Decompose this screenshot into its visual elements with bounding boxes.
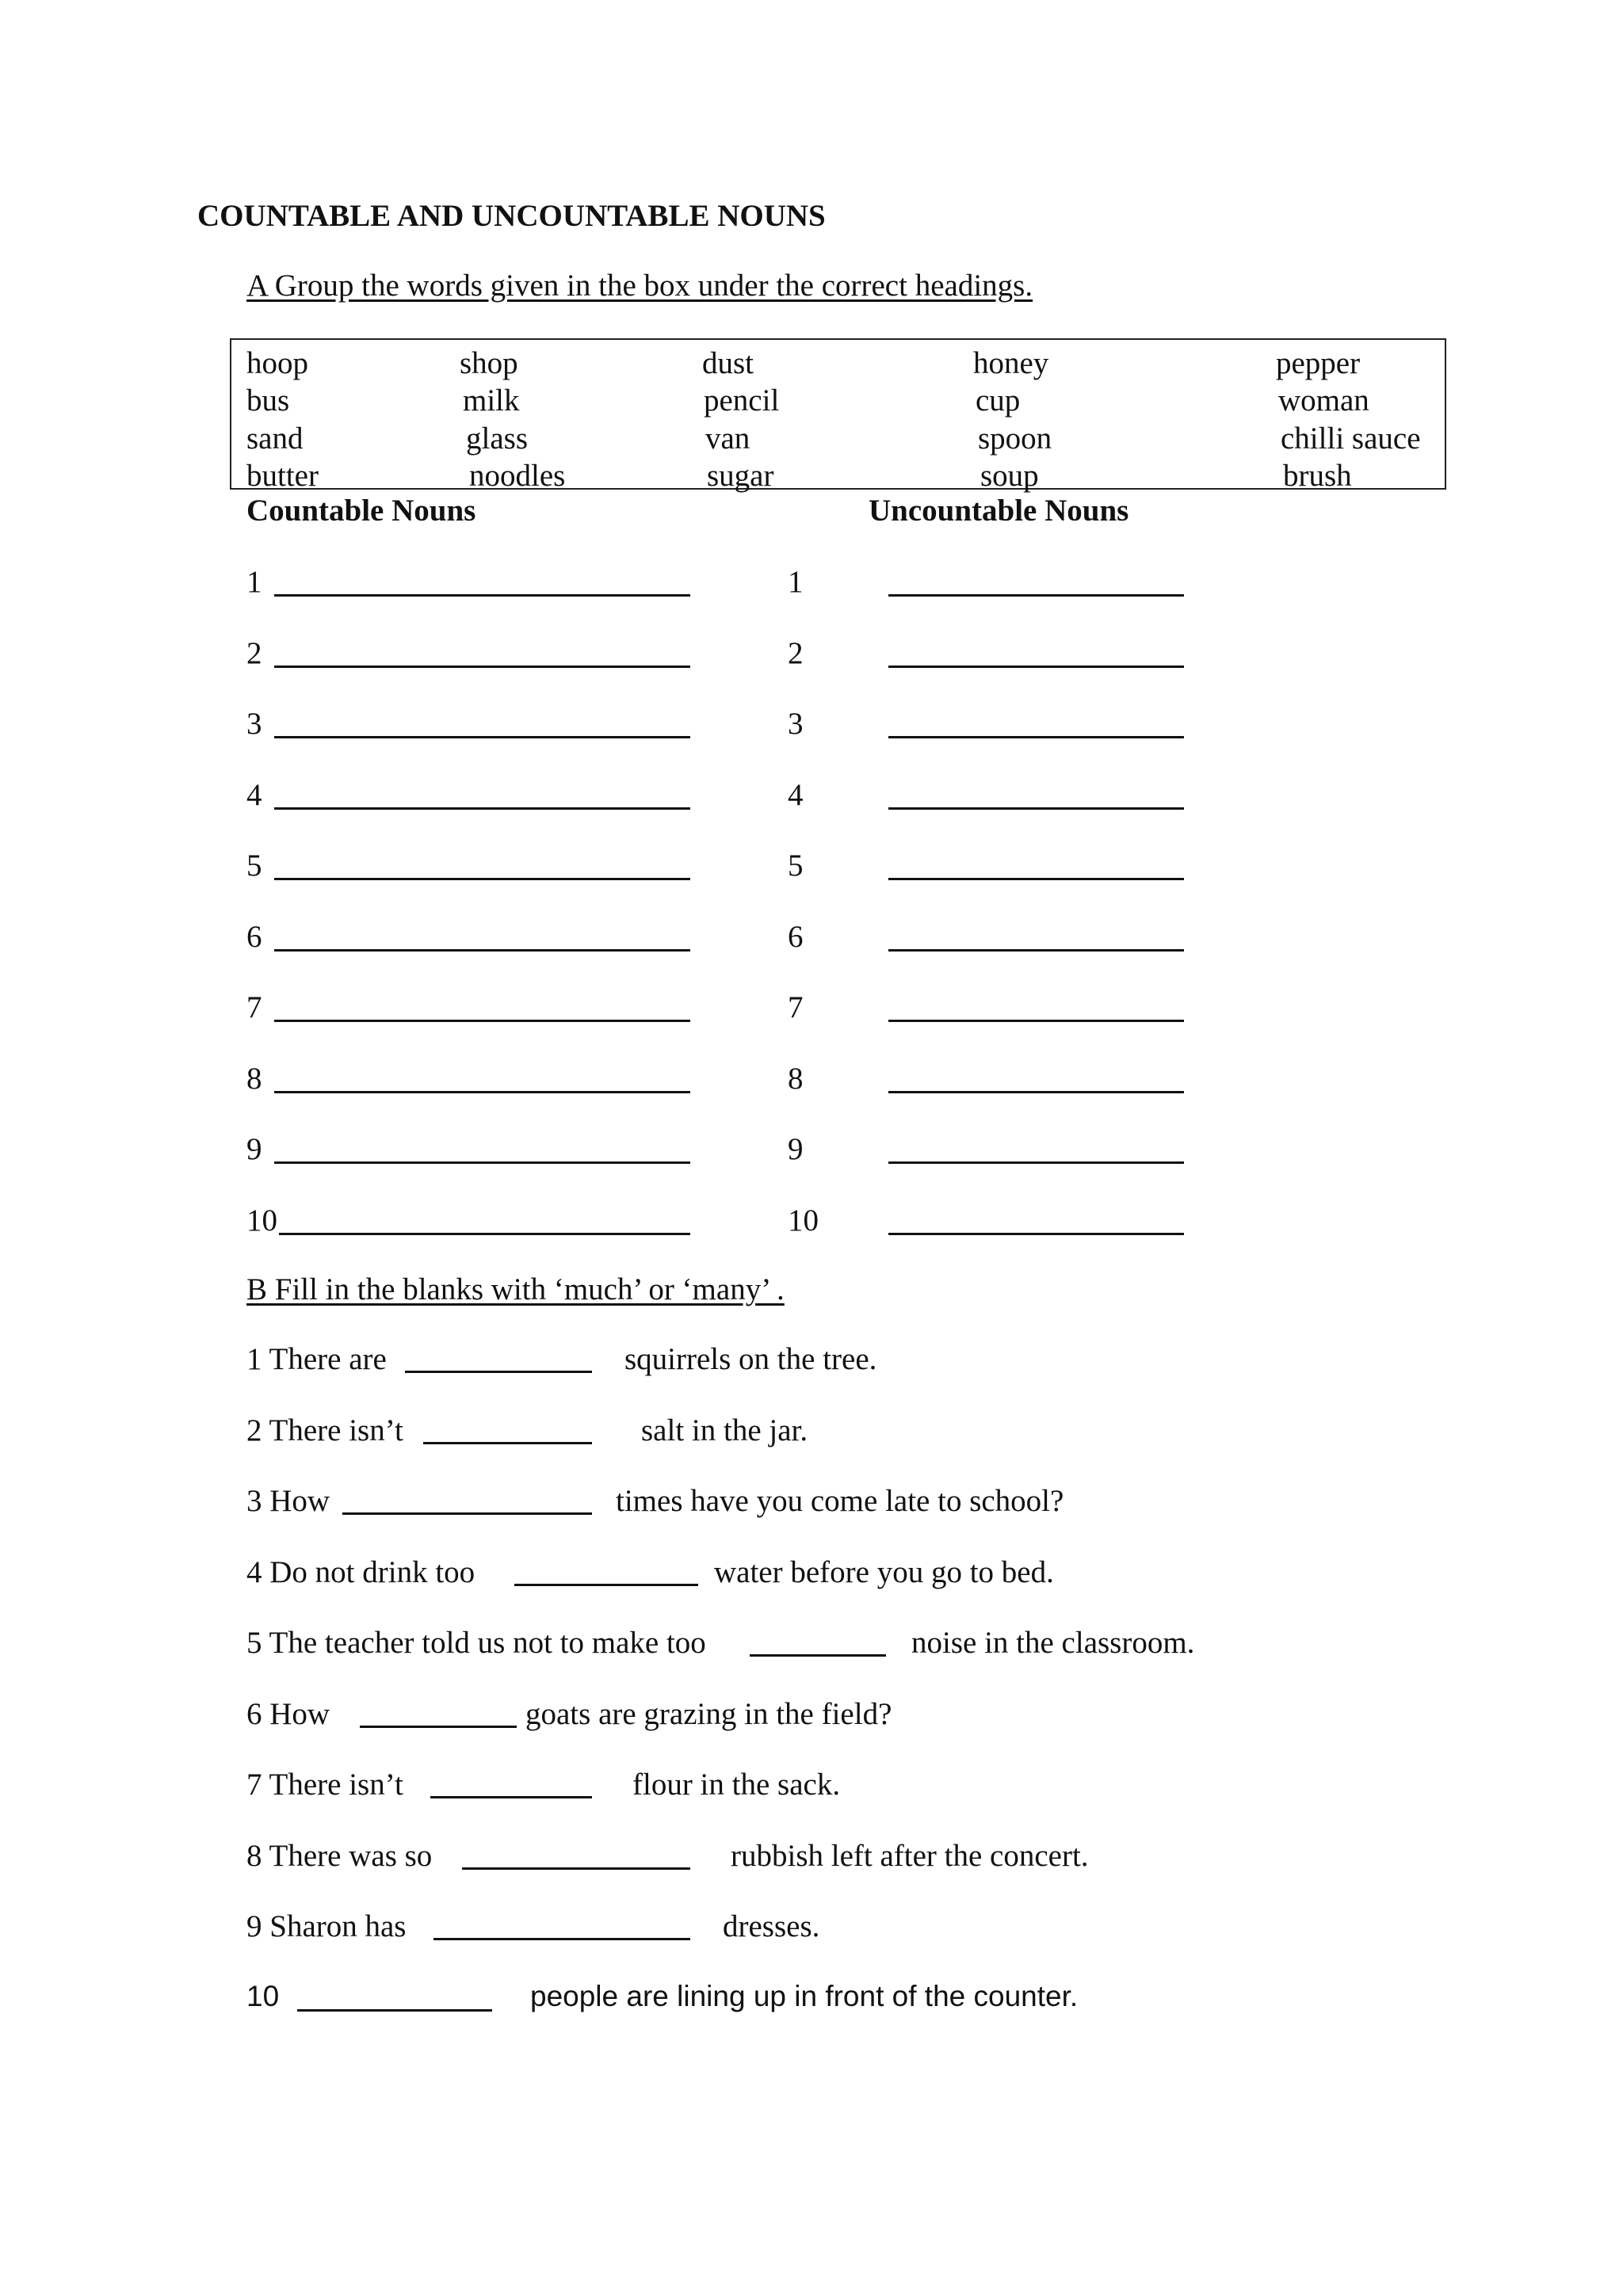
countable-number: 2	[246, 636, 262, 670]
fill-in-continuation: dresses.	[723, 1909, 820, 1943]
fill-in-continuation: people are lining up in front of the counter.	[530, 1980, 1079, 2012]
word-box-word: dust	[702, 346, 754, 380]
uncountable-heading: Uncountable Nouns	[869, 494, 1129, 528]
countable-answer-blank[interactable]	[274, 666, 690, 668]
fill-in-blank[interactable]	[342, 1512, 592, 1515]
word-box-word: cup	[976, 383, 1021, 418]
fill-in-continuation: noise in the classroom.	[911, 1626, 1195, 1660]
uncountable-answer-blank[interactable]	[888, 1091, 1184, 1093]
word-box-word: van	[705, 421, 750, 456]
uncountable-answer-blank[interactable]	[888, 666, 1184, 668]
countable-number: 1	[246, 565, 262, 599]
fill-in-blank[interactable]	[297, 2009, 492, 2012]
uncountable-answer-blank[interactable]	[888, 1233, 1184, 1235]
word-box-word: glass	[466, 421, 528, 456]
fill-in-prompt: 3 How	[246, 1484, 330, 1518]
word-box-word: spoon	[978, 421, 1052, 456]
word-box-word: sand	[246, 421, 304, 456]
uncountable-number: 6	[788, 920, 804, 954]
fill-in-prompt: 7 There isn’t	[246, 1768, 403, 1802]
uncountable-answer-blank[interactable]	[888, 736, 1184, 738]
uncountable-answer-blank[interactable]	[888, 878, 1184, 880]
word-box-word: bus	[246, 383, 290, 418]
fill-in-continuation: goats are grazing in the field?	[525, 1697, 892, 1731]
fill-in-continuation: water before you go to bed.	[714, 1555, 1054, 1589]
word-box-word: pepper	[1276, 346, 1361, 380]
uncountable-number: 8	[788, 1062, 804, 1096]
fill-in-blank[interactable]	[750, 1654, 886, 1657]
fill-in-blank[interactable]	[462, 1867, 690, 1870]
uncountable-number: 2	[788, 636, 804, 670]
fill-in-blank[interactable]	[360, 1726, 517, 1728]
uncountable-answer-blank[interactable]	[888, 807, 1184, 810]
word-box-word: honey	[973, 346, 1049, 380]
fill-in-prompt: 6 How	[246, 1697, 330, 1731]
word-box-word: milk	[463, 383, 520, 418]
uncountable-answer-blank[interactable]	[888, 1020, 1184, 1022]
uncountable-number: 4	[788, 778, 804, 812]
countable-number: 7	[246, 990, 262, 1024]
countable-number: 8	[246, 1062, 262, 1096]
countable-heading: Countable Nouns	[246, 494, 476, 528]
countable-number: 9	[246, 1132, 262, 1166]
word-box-word: pencil	[704, 383, 780, 418]
word-box-word: brush	[1283, 459, 1352, 493]
word-box-word: hoop	[246, 346, 308, 380]
uncountable-number: 3	[788, 707, 804, 741]
fill-in-prompt: 2 There isn’t	[246, 1413, 403, 1447]
countable-number: 5	[246, 849, 262, 883]
countable-answer-blank[interactable]	[274, 1091, 690, 1093]
fill-in-prompt: 8 There was so	[246, 1839, 433, 1873]
countable-answer-blank[interactable]	[274, 807, 690, 810]
fill-in-blank[interactable]	[430, 1796, 592, 1798]
word-box-word: sugar	[707, 459, 774, 493]
page-title: COUNTABLE AND UNCOUNTABLE NOUNS	[197, 199, 826, 233]
word-box	[230, 338, 1446, 493]
word-box-word: soup	[980, 459, 1039, 493]
uncountable-number: 7	[788, 990, 804, 1024]
countable-number: 6	[246, 920, 262, 954]
countable-answer-blank[interactable]	[279, 1233, 690, 1235]
fill-in-continuation: times have you come late to school?	[616, 1484, 1064, 1518]
fill-in-prompt: 1 There are	[246, 1342, 387, 1376]
uncountable-number: 9	[788, 1132, 804, 1166]
fill-in-continuation: salt in the jar.	[641, 1413, 808, 1447]
fill-in-blank[interactable]	[423, 1442, 592, 1444]
fill-in-blank[interactable]	[405, 1371, 592, 1373]
word-box-word: chilli sauce	[1281, 421, 1421, 456]
fill-in-prompt: 4 Do not drink too	[246, 1555, 475, 1589]
section-a-instruction: A Group the words given in the box under the correct headings.	[246, 269, 1033, 303]
word-box-word: butter	[246, 459, 319, 493]
countable-answer-blank[interactable]	[274, 878, 690, 880]
countable-answer-blank[interactable]	[274, 1161, 690, 1164]
fill-in-continuation: squirrels on the tree.	[624, 1342, 877, 1376]
uncountable-number: 5	[788, 849, 804, 883]
fill-in-continuation: rubbish left after the concert.	[731, 1839, 1089, 1873]
fill-in-prompt: 9 Sharon has	[246, 1909, 407, 1943]
fill-in-blank[interactable]	[433, 1938, 690, 1940]
fill-in-continuation: flour in the sack.	[632, 1768, 841, 1802]
fill-in-prompt: 5 The teacher told us not to make too	[246, 1626, 706, 1660]
uncountable-answer-blank[interactable]	[888, 949, 1184, 952]
countable-answer-blank[interactable]	[274, 736, 690, 738]
uncountable-number: 10	[788, 1203, 819, 1238]
uncountable-answer-blank[interactable]	[888, 594, 1184, 597]
countable-answer-blank[interactable]	[274, 949, 690, 952]
fill-in-blank[interactable]	[514, 1584, 698, 1586]
countable-answer-blank[interactable]	[274, 594, 690, 597]
word-box-word: shop	[460, 346, 518, 380]
countable-number: 3	[246, 707, 262, 741]
countable-number: 10	[246, 1203, 277, 1238]
word-box-word: noodles	[469, 459, 566, 493]
countable-number: 4	[246, 778, 262, 812]
word-box-word: woman	[1278, 383, 1369, 418]
countable-answer-blank[interactable]	[274, 1020, 690, 1022]
uncountable-number: 1	[788, 565, 804, 599]
uncountable-answer-blank[interactable]	[888, 1161, 1184, 1164]
section-b-instruction: B Fill in the blanks with ‘much’ or ‘many’ .	[246, 1272, 785, 1306]
fill-in-prompt: 10	[246, 1980, 280, 2012]
